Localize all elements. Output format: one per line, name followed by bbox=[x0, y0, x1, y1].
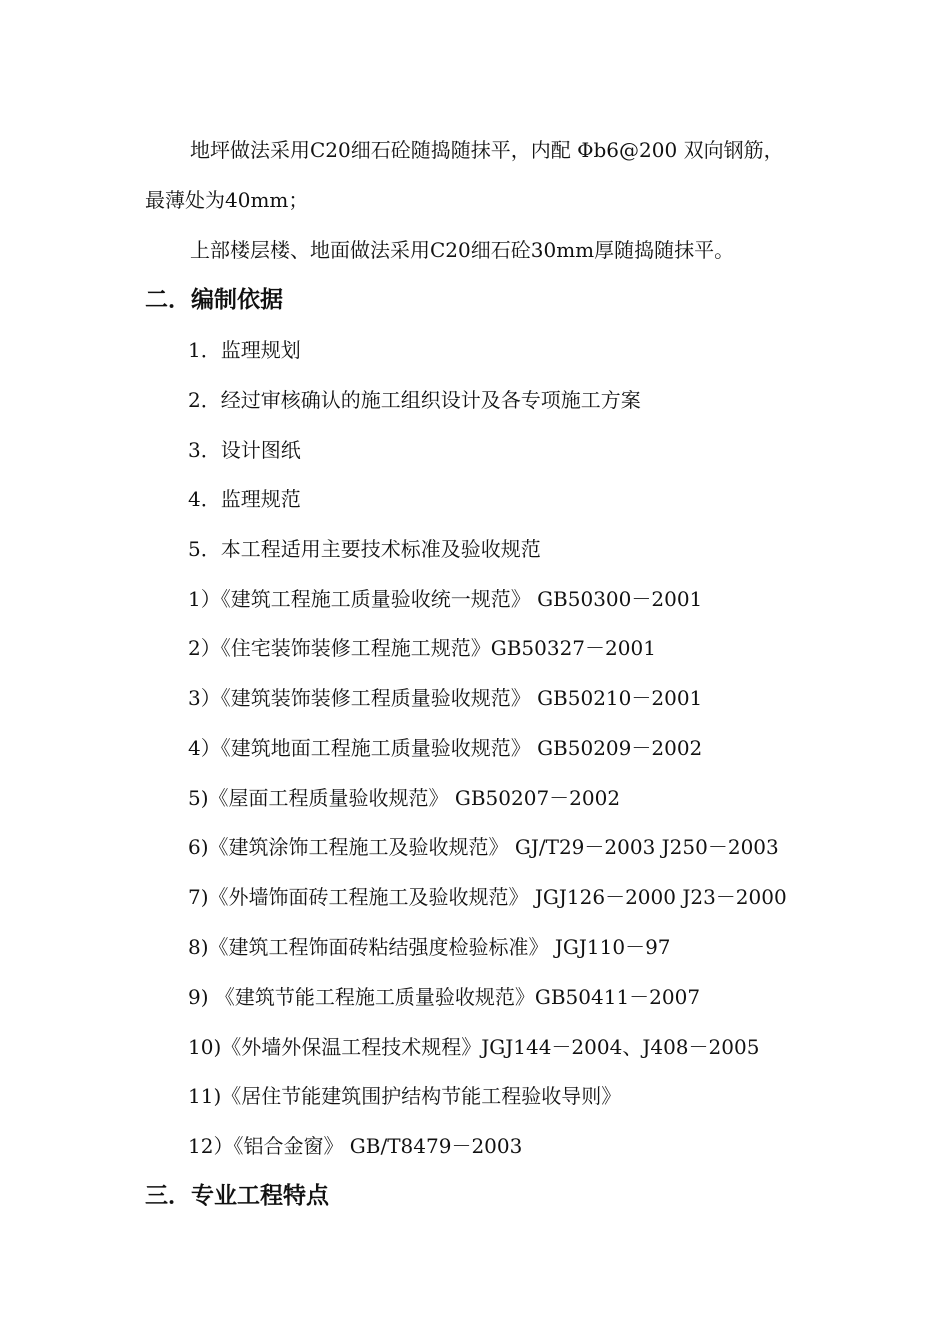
standard-item-10: 10)《外墙外保温工程技术规程》JGJ144－2004、J408－2005 bbox=[188, 1035, 760, 1059]
intro-paragraph-1-line-2: 最薄处为40mm； bbox=[145, 188, 309, 212]
standard-item-9: 9) 《建筑节能工程施工质量验收规范》GB50411－2007 bbox=[188, 985, 701, 1009]
standard-item-1: 1）《建筑工程施工质量验收统一规范》 GB50300－2001 bbox=[188, 587, 703, 611]
intro-paragraph-2: 上部楼层楼、地面做法采用C20细石砼30mm厚随捣随抹平。 bbox=[190, 238, 735, 262]
intro-paragraph-1-line-1: 地坪做法采用C20细石砼随捣随抹平，内配 Φb6@200 双向钢筋， bbox=[190, 138, 784, 162]
standard-item-12: 12）《铝合金窗》 GB/T8479－2003 bbox=[188, 1134, 523, 1158]
standard-item-11: 11)《居住节能建筑围护结构节能工程验收导则》 bbox=[188, 1084, 622, 1108]
standard-item-7: 7)《外墙饰面砖工程施工及验收规范》 JGJ126－2000 J23－2000 bbox=[188, 885, 787, 909]
section-2-heading: 二．编制依据 bbox=[145, 287, 283, 313]
standard-item-8: 8)《建筑工程饰面砖粘结强度检验标准》 JGJ110－97 bbox=[188, 935, 671, 959]
standard-item-2: 2）《住宅装饰装修工程施工规范》GB50327－2001 bbox=[188, 636, 656, 660]
basis-item-3: 3．设计图纸 bbox=[188, 438, 301, 462]
standard-item-6: 6)《建筑涂饰工程施工及验收规范》 GJ/T29－2003 J250－2003 bbox=[188, 835, 779, 859]
standard-item-4: 4）《建筑地面工程施工质量验收规范》 GB50209－2002 bbox=[188, 736, 703, 760]
standard-item-5: 5)《屋面工程质量验收规范》 GB50207－2002 bbox=[188, 786, 621, 810]
basis-item-5: 5．本工程适用主要技术标准及验收规范 bbox=[188, 537, 541, 561]
basis-item-2: 2．经过审核确认的施工组织设计及各专项施工方案 bbox=[188, 388, 641, 412]
section-3-heading: 三．专业工程特点 bbox=[145, 1183, 329, 1209]
basis-item-1: 1．监理规划 bbox=[188, 338, 301, 362]
standard-item-3: 3）《建筑装饰装修工程质量验收规范》 GB50210－2001 bbox=[188, 686, 703, 710]
basis-item-4: 4．监理规范 bbox=[188, 487, 301, 511]
